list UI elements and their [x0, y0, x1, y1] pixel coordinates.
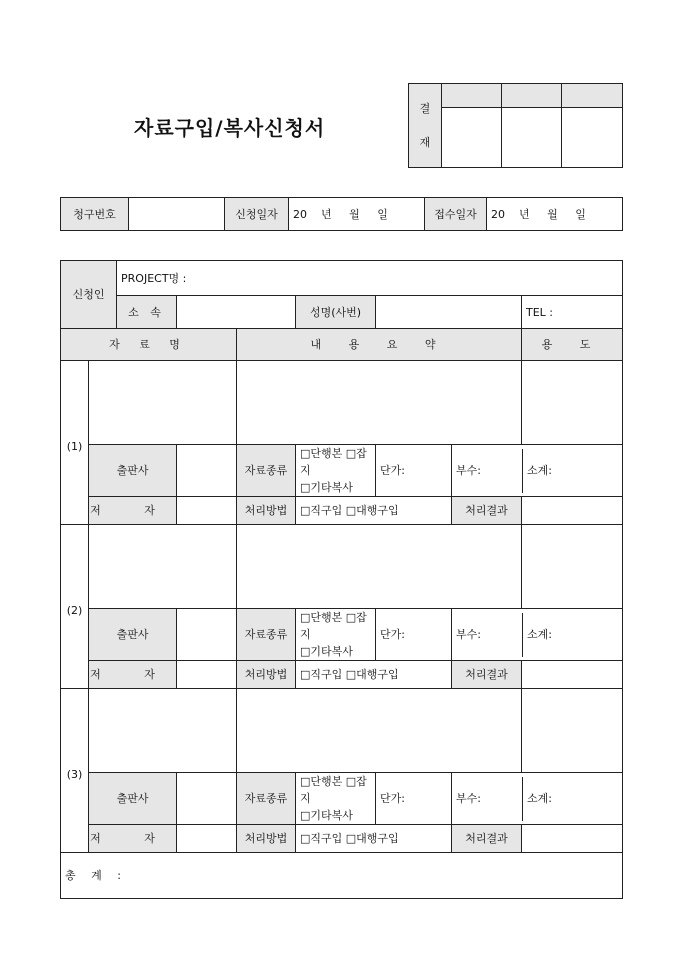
- project-label: PROJECT명 :: [121, 271, 187, 285]
- subtotal-field[interactable]: [523, 613, 622, 657]
- publisher-label: 출판사: [89, 773, 177, 825]
- unit-price-label: 단가:: [380, 792, 405, 805]
- material-name-field[interactable]: [89, 525, 237, 609]
- method-options[interactable]: □직구입 □대행구입: [296, 825, 452, 853]
- approval-label-top: 결: [419, 101, 431, 115]
- unit-price-field[interactable]: [376, 773, 452, 825]
- method-label: 처리방법: [237, 661, 296, 689]
- usage-field[interactable]: [522, 361, 623, 445]
- material-type-options-line1: □단행본 □잡지: [300, 775, 367, 805]
- copies-subtotal-cell: [452, 445, 623, 497]
- material-type-options[interactable]: [296, 445, 376, 497]
- subtotal-label: 소계:: [527, 792, 552, 805]
- author-label: 저 자: [89, 825, 177, 853]
- apply-date-label: 신청일자: [225, 198, 289, 231]
- usage-header: 용 도: [522, 329, 623, 361]
- claim-no-field[interactable]: [129, 198, 225, 231]
- subtotal-label: 소계:: [527, 464, 552, 477]
- receive-date-label: 접수일자: [425, 198, 487, 231]
- author-field[interactable]: [177, 497, 237, 525]
- method-options[interactable]: □직구입 □대행구입: [296, 661, 452, 689]
- result-field[interactable]: [522, 661, 623, 689]
- dept-label: 소 속: [117, 296, 177, 329]
- item-number: (3): [61, 689, 89, 853]
- method-options[interactable]: □직구입 □대행구입: [296, 497, 452, 525]
- material-type-label: 자료종류: [237, 609, 296, 661]
- total-label: 총 계 :: [65, 869, 127, 882]
- apply-date-field[interactable]: 20 년 월 일: [289, 198, 425, 231]
- applicant-label: 신청인: [61, 261, 117, 329]
- total-field[interactable]: [61, 853, 623, 899]
- copies-subtotal-cell: [452, 773, 623, 825]
- usage-field[interactable]: [522, 525, 623, 609]
- material-type-options-line1: □단행본 □잡지: [300, 447, 367, 477]
- material-type-options[interactable]: [296, 773, 376, 825]
- tel-label: TEL :: [526, 305, 554, 319]
- unit-price-label: 단가:: [380, 464, 405, 477]
- publisher-field[interactable]: [177, 773, 237, 825]
- material-type-options-line1: □단행본 □잡지: [300, 611, 367, 641]
- material-name-field[interactable]: [89, 689, 237, 773]
- publisher-label: 출판사: [89, 609, 177, 661]
- method-label: 처리방법: [237, 825, 296, 853]
- result-label: 처리결과: [452, 661, 522, 689]
- material-name-field[interactable]: [89, 361, 237, 445]
- summary-field[interactable]: [237, 361, 522, 445]
- material-type-label: 자료종류: [237, 773, 296, 825]
- publisher-label: 출판사: [89, 445, 177, 497]
- result-label: 처리결과: [452, 825, 522, 853]
- unit-price-field[interactable]: [376, 445, 452, 497]
- summary-field[interactable]: [237, 525, 522, 609]
- copies-field[interactable]: [452, 449, 523, 493]
- material-type-options[interactable]: [296, 609, 376, 661]
- item-number: (1): [61, 361, 89, 525]
- approval-label-bottom: 재: [419, 135, 431, 149]
- usage-field[interactable]: [522, 689, 623, 773]
- publisher-field[interactable]: [177, 445, 237, 497]
- form-title: 자료구입/복사신청서: [134, 116, 326, 140]
- approval-sign-cell[interactable]: [502, 108, 562, 168]
- project-name-field[interactable]: [117, 261, 623, 296]
- main-form-table: [60, 260, 623, 899]
- subtotal-field[interactable]: [523, 777, 622, 821]
- copies-label: 부수:: [456, 464, 481, 477]
- approval-label: [409, 84, 442, 168]
- unit-price-field[interactable]: [376, 609, 452, 661]
- result-field[interactable]: [522, 825, 623, 853]
- approval-header-cell: [502, 84, 562, 108]
- method-label: 처리방법: [237, 497, 296, 525]
- subtotal-field[interactable]: [523, 449, 622, 493]
- claim-no-label: 청구번호: [61, 198, 129, 231]
- result-field[interactable]: [522, 497, 623, 525]
- publisher-field[interactable]: [177, 609, 237, 661]
- subtotal-label: 소계:: [527, 628, 552, 641]
- author-field[interactable]: [177, 661, 237, 689]
- author-label: 저 자: [89, 497, 177, 525]
- approval-header-cell: [442, 84, 502, 108]
- dept-field[interactable]: [177, 296, 296, 329]
- copies-label: 부수:: [456, 628, 481, 641]
- material-name-header: 자 료 명: [61, 329, 237, 361]
- request-info-row: [60, 197, 623, 231]
- summary-header: 내 용 요 약: [237, 329, 522, 361]
- result-label: 처리결과: [452, 497, 522, 525]
- approval-box: [408, 83, 623, 168]
- material-type-options-line2: □기타복사: [300, 645, 353, 658]
- receive-date-field[interactable]: 20 년 월 일: [487, 198, 623, 231]
- copies-subtotal-cell: [452, 609, 623, 661]
- copies-field[interactable]: [452, 613, 523, 657]
- copies-label: 부수:: [456, 792, 481, 805]
- item-number: (2): [61, 525, 89, 689]
- tel-field[interactable]: [522, 296, 623, 329]
- name-field[interactable]: [376, 296, 522, 329]
- approval-header-cell: [562, 84, 623, 108]
- name-label: 성명(사번): [296, 296, 376, 329]
- unit-price-label: 단가:: [380, 628, 405, 641]
- author-label: 저 자: [89, 661, 177, 689]
- summary-field[interactable]: [237, 689, 522, 773]
- author-field[interactable]: [177, 825, 237, 853]
- approval-sign-cell[interactable]: [562, 108, 623, 168]
- material-type-options-line2: □기타복사: [300, 809, 353, 822]
- material-type-options-line2: □기타복사: [300, 481, 353, 494]
- approval-sign-cell[interactable]: [442, 108, 502, 168]
- material-type-label: 자료종류: [237, 445, 296, 497]
- copies-field[interactable]: [452, 777, 523, 821]
